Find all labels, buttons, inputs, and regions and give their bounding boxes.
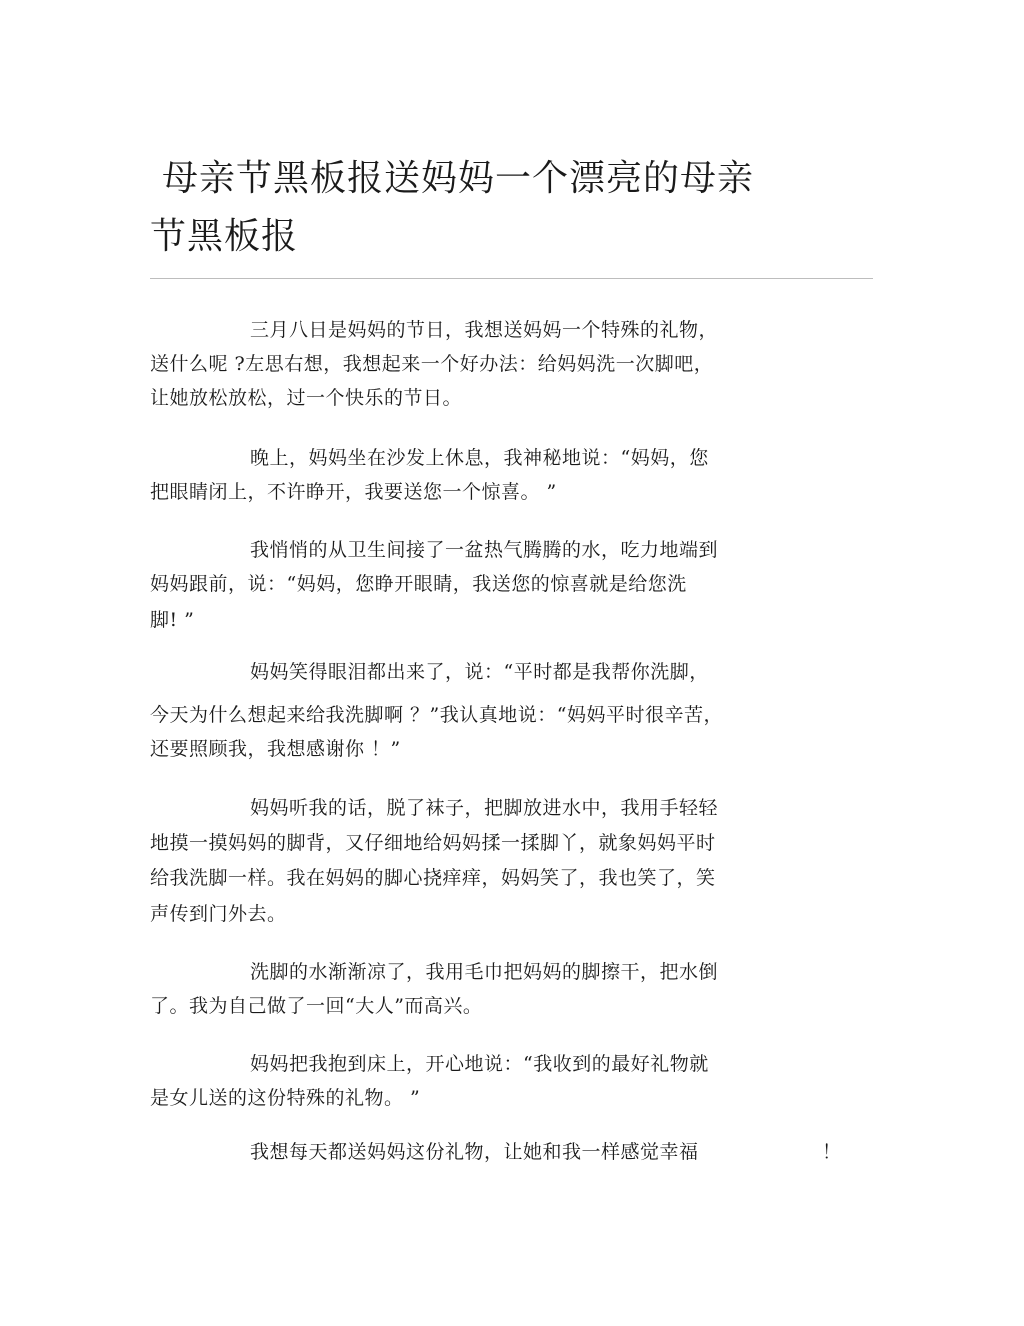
- text-line: ！: [822, 1141, 842, 1163]
- text-line: 妈妈笑得眼泪都出来了，说：“平时都是我帮你洗脚，: [250, 661, 709, 683]
- title-line-1: 母亲节黑板报送妈妈一个漂亮的母亲: [162, 158, 755, 199]
- text-line: 了。我为自己做了一回“大人”而高兴。: [150, 995, 483, 1017]
- text-line: 我想每天都送妈妈这份礼物，让她和我一样感觉幸福: [250, 1141, 699, 1163]
- text-line: 声传到门外去。: [150, 903, 287, 925]
- text-line: 地摸一摸妈妈的脚背，又仔细地给妈妈揉一揉脚丫，就象妈妈平时: [150, 832, 716, 854]
- text-line: 三月八日是妈妈的节日，我想送妈妈一个特殊的礼物，: [250, 319, 719, 341]
- text-line: 妈妈跟前，说：“妈妈，您睁开眼睛，我送您的惊喜就是给您洗: [150, 573, 687, 595]
- document-title: [150, 150, 850, 266]
- text-line: 还要照顾我，我想感谢你 ！”: [150, 738, 401, 760]
- title-divider: [150, 278, 873, 279]
- text-line: 脚! ”: [150, 609, 195, 631]
- text-line: 送什么呢 ?左思右想，我想起来一个好办法：给妈妈洗一次脚吧，: [150, 353, 714, 375]
- text-line: 让她放松放松，过一个快乐的节日。: [150, 387, 463, 409]
- text-line: 我悄悄的从卫生间接了一盆热气腾腾的水，吃力地端到: [250, 539, 719, 561]
- text-line: 妈妈听我的话，脱了袜子，把脚放进水中，我用手轻轻: [250, 797, 719, 819]
- text-line: 妈妈把我抱到床上，开心地说：“我收到的最好礼物就: [250, 1053, 709, 1075]
- text-line: 洗脚的水渐渐凉了，我用毛巾把妈妈的脚擦干，把水倒: [250, 961, 719, 983]
- text-line: 给我洗脚一样。我在妈妈的脚心挠痒痒，妈妈笑了，我也笑了，笑: [150, 867, 716, 889]
- text-line: 是女儿送的这份特殊的礼物。 ”: [150, 1087, 421, 1109]
- title-line-2: 节黑板报: [150, 216, 299, 257]
- text-line: 把眼睛闭上，不许睁开，我要送您一个惊喜。 ”: [150, 481, 557, 503]
- text-line: 晚上，妈妈坐在沙发上休息，我神秘地说：“妈妈，您: [250, 447, 709, 469]
- text-line: 今天为什么想起来给我洗脚啊 ？”我认真地说：“妈妈平时很辛苦，: [150, 704, 723, 726]
